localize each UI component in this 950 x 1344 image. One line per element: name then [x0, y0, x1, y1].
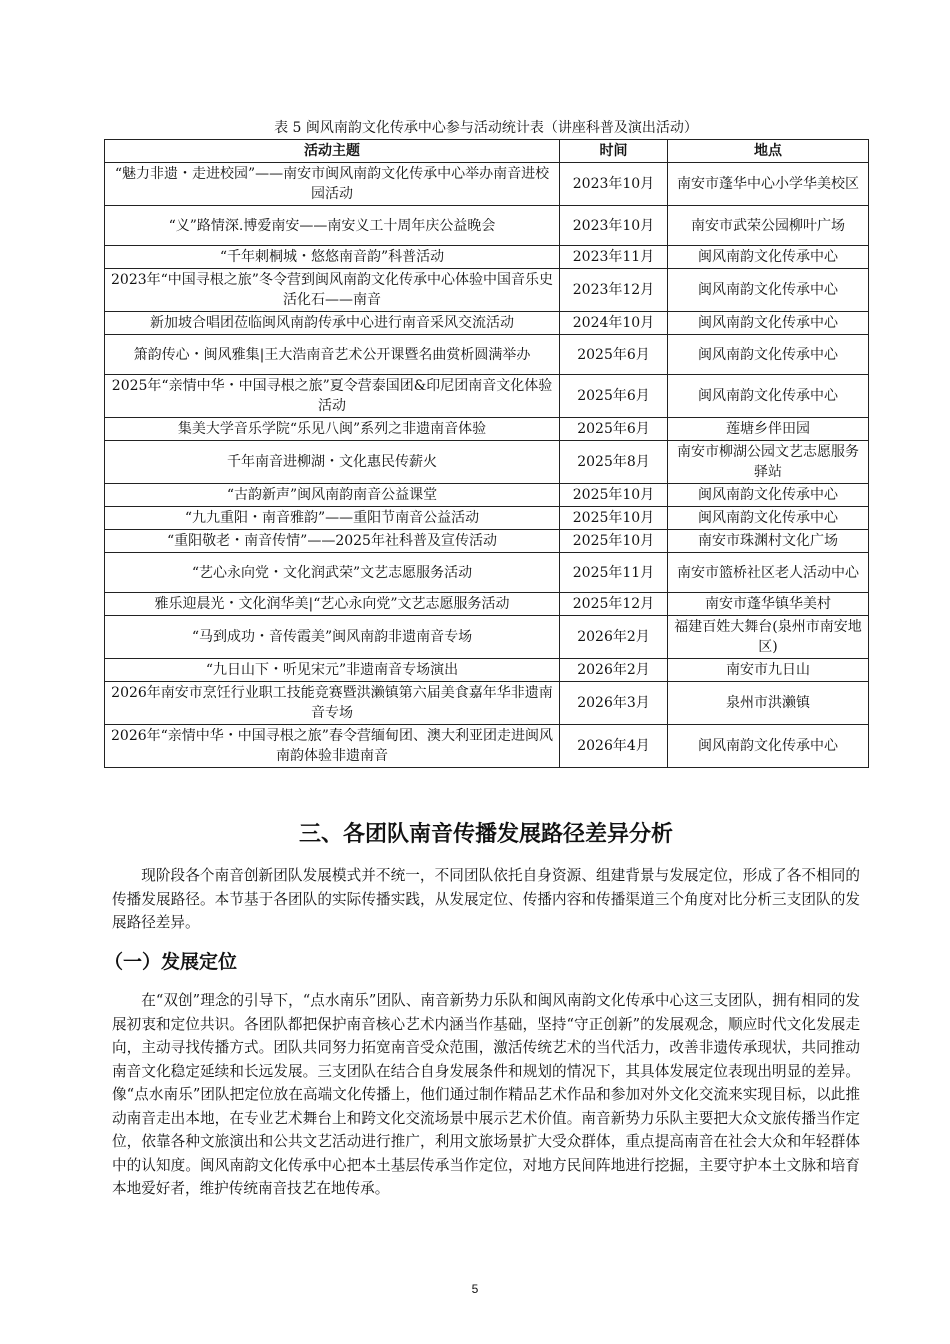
table-row	[105, 507, 869, 530]
activity-stats-table	[104, 139, 869, 768]
table-row	[105, 206, 869, 246]
cell-theme: 雅乐迎晨光・文化润华美|“艺心永向党”文艺志愿服务活动	[105, 593, 560, 616]
cell-time: 2024年10月	[560, 312, 668, 335]
cell-theme: “九九重阳・南音雅韵”——重阳节南音公益活动	[105, 507, 560, 530]
table-row	[105, 682, 869, 725]
table-caption: 表 5 闽风南韵文化传承中心参与活动统计表（讲座科普及演出活动）	[274, 120, 698, 136]
cell-location: 闽风南韵文化传承中心	[668, 507, 869, 530]
cell-location: 泉州市洪濑镇	[668, 682, 869, 725]
table-row	[105, 312, 869, 335]
cell-time: 2023年10月	[560, 163, 668, 206]
cell-location: 南安市柳湖公园文艺志愿服务驿站	[668, 441, 869, 484]
cell-location: 莲塘乡伴田园	[668, 418, 869, 441]
cell-time: 2025年10月	[560, 484, 668, 507]
cell-location: 闽风南韵文化传承中心	[668, 335, 869, 375]
table-row	[105, 593, 869, 616]
page-number: 5	[471, 1282, 479, 1296]
cell-theme: “千年刺桐城・悠悠南音韵”科普活动	[105, 246, 560, 269]
cell-location: 南安市蓬华中心小学华美校区	[668, 163, 869, 206]
table-header-row	[105, 140, 869, 163]
table-row	[105, 375, 869, 418]
cell-theme: 2023年“中国寻根之旅”冬令营到闽风南韵文化传承中心体验中国音乐史活化石——南音	[105, 269, 560, 312]
section-intro-paragraph: 现阶段各个南音创新团队发展模式并不统一，不同团队依托自身资源、组建背景与发展定位，形成了各不相同的传播发展路径。本节基于各团队的实际传播实践，从发展定位、传播内容和传播渠道三个角度对比分析三支团队的发展路径差异。	[112, 867, 860, 931]
table-row	[105, 269, 869, 312]
cell-time: 2025年12月	[560, 593, 668, 616]
cell-time: 2026年3月	[560, 682, 668, 725]
cell-location: 福建百姓大舞台(泉州市南安地区)	[668, 616, 869, 659]
cell-location: 闽风南韵文化传承中心	[668, 269, 869, 312]
cell-time: 2023年12月	[560, 269, 668, 312]
cell-location: 南安市蓬华镇华美村	[668, 593, 869, 616]
cell-location: 南安市珠渊村文化广场	[668, 530, 869, 553]
cell-time: 2025年6月	[560, 418, 668, 441]
table-row	[105, 484, 869, 507]
cell-time: 2026年4月	[560, 725, 668, 768]
table-row	[105, 616, 869, 659]
cell-location: 闽风南韵文化传承中心	[668, 246, 869, 269]
cell-theme: “九日山下・听见宋元”非遗南音专场演出	[105, 659, 560, 682]
section-heading: 三、各团队南音传播发展路径差异分析	[298, 822, 673, 847]
header-location: 地点	[668, 140, 869, 163]
cell-time: 2025年10月	[560, 507, 668, 530]
cell-location: 闽风南韵文化传承中心	[668, 375, 869, 418]
cell-theme: “马到成功・音传霞美”闽风南韵非遗南音专场	[105, 616, 560, 659]
cell-location: 闽风南韵文化传承中心	[668, 312, 869, 335]
cell-time: 2023年10月	[560, 206, 668, 246]
cell-theme: 2026年“亲情中华・中国寻根之旅”春令营缅甸团、澳大利亚团走进闽风南韵体验非遗南音	[105, 725, 560, 768]
cell-time: 2025年8月	[560, 441, 668, 484]
cell-location: 南安市九日山	[668, 659, 869, 682]
cell-theme: 2026年南安市烹饪行业职工技能竞赛暨洪濑镇第六届美食嘉年华非遗南音专场	[105, 682, 560, 725]
cell-theme: 2025年“亲情中华・中国寻根之旅”夏令营泰国团&印尼团南音文化体验活动	[105, 375, 560, 418]
cell-theme: 集美大学音乐学院“乐见八闽”系列之非遗南音体验	[105, 418, 560, 441]
cell-time: 2026年2月	[560, 616, 668, 659]
table-row	[105, 530, 869, 553]
cell-time: 2026年2月	[560, 659, 668, 682]
subsection-body-paragraph: 在“双创”理念的引导下，“点水南乐”团队、南音新势力乐队和闽风南韵文化传承中心这三支团队，拥有相同的发展初衷和定位共识。各团队都把保护南音核心艺术内涵当作基础，坚持“守正创新”的发展观念，顺应时代文化发展走向，主动寻找传播方式。团队共同努力拓宽南音受众范围，激活传统艺术的当代活力，改善非遗传承现状，共同推动南音文化稳定延续和长远发展。三支团队在结合自身发展条件和规划的情况下，其具体发展定位表现出明显的差异。像“点水南乐”团队把定位放在高端文化传播上，他们通过制作精品艺术作品和参加对外文化交流来实现目标，以此推动南音走出本地，在专业艺术舞台上和跨文化交流场景中展示艺术价值。南音新势力乐队主要把大众文旅传播当作定位，依靠各种文旅演出和公共文艺活动进行推广，利用文旅场景扩大受众群体，重点提高南音在社会大众和年轻群体中的认知度。闽风南韵文化传承中心把本土基层传承当作定位，对地方民间阵地进行挖掘，主要守护本土文脉和培育本地爱好者，维护传统南音技艺在地传承。	[112, 992, 860, 1197]
cell-theme: “古韵新声”闽风南韵南音公益课堂	[105, 484, 560, 507]
cell-time: 2025年11月	[560, 553, 668, 593]
cell-theme: 新加坡合唱团莅临闽风南韵传承中心进行南音采风交流活动	[105, 312, 560, 335]
header-theme: 活动主题	[105, 140, 560, 163]
cell-theme: “艺心永向党・文化润武荣”文艺志愿服务活动	[105, 553, 560, 593]
cell-theme: 箫韵传心・闽风雅集|王大浩南音艺术公开课暨名曲赏析圆满举办	[105, 335, 560, 375]
cell-location: 闽风南韵文化传承中心	[668, 484, 869, 507]
table-row	[105, 163, 869, 206]
cell-location: 闽风南韵文化传承中心	[668, 725, 869, 768]
table-row	[105, 725, 869, 768]
table-row	[105, 659, 869, 682]
cell-theme: “义”路情深.博爱南安——南安义工十周年庆公益晚会	[105, 206, 560, 246]
cell-time: 2025年6月	[560, 335, 668, 375]
cell-location: 南安市篮桥社区老人活动中心	[668, 553, 869, 593]
cell-theme: 千年南音进柳湖・文化惠民传薪火	[105, 441, 560, 484]
table-row	[105, 335, 869, 375]
cell-location: 南安市武荣公园柳叶广场	[668, 206, 869, 246]
table-row	[105, 246, 869, 269]
table-row	[105, 418, 869, 441]
cell-theme: “魅力非遗・走进校园”——南安市闽风南韵文化传承中心举办南音进校园活动	[105, 163, 560, 206]
cell-theme: “重阳敬老・南音传情”——2025年社科普及宣传活动	[105, 530, 560, 553]
cell-time: 2025年6月	[560, 375, 668, 418]
table-row	[105, 441, 869, 484]
cell-time: 2025年10月	[560, 530, 668, 553]
table-row	[105, 553, 869, 593]
subsection-heading: （一）发展定位	[104, 951, 238, 973]
cell-time: 2023年11月	[560, 246, 668, 269]
header-time: 时间	[560, 140, 668, 163]
